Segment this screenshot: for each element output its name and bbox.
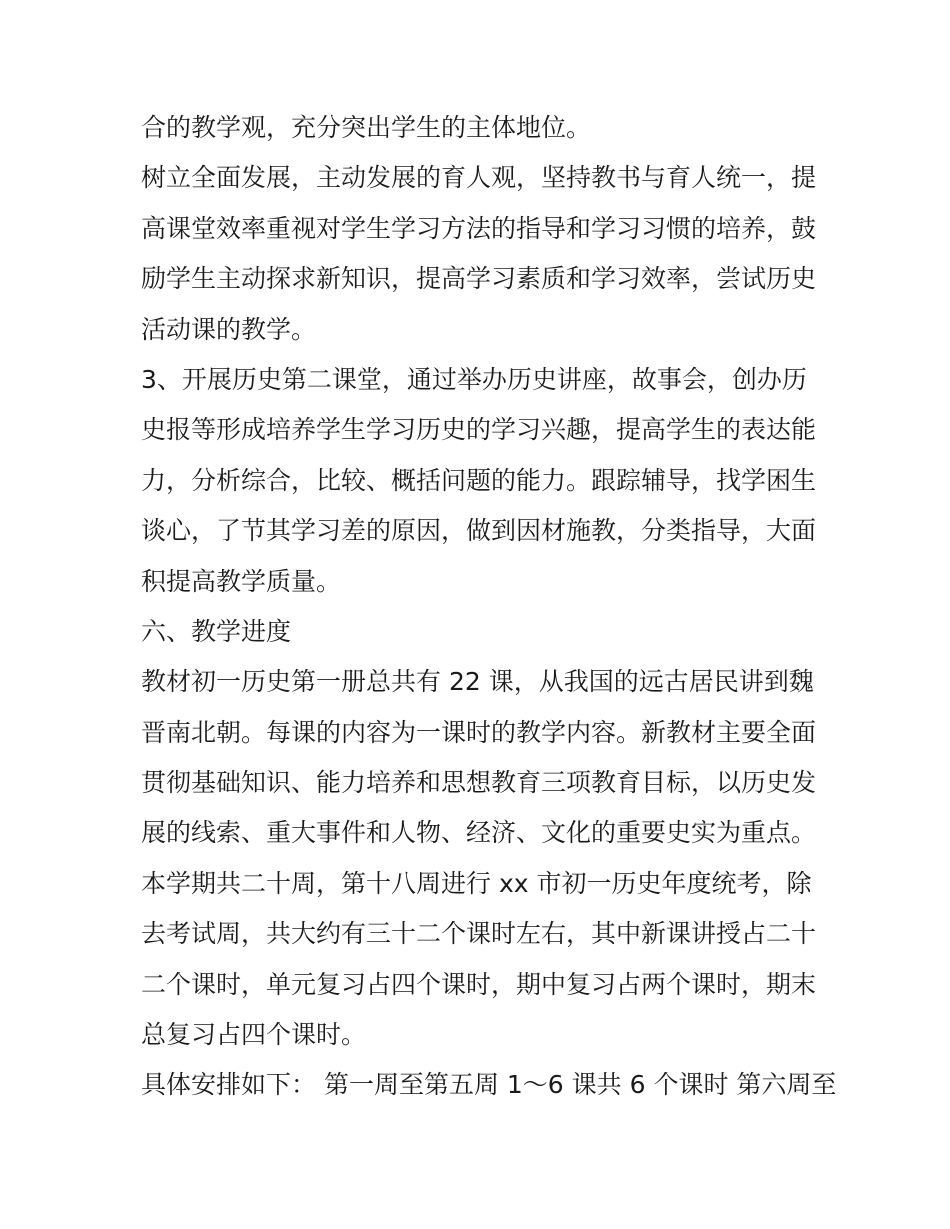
text-line: 晋南北朝。每课的内容为一课时的教学内容。新教材主要全面: [141, 717, 817, 747]
text-line: 总复习占四个课时。: [141, 1020, 367, 1050]
paragraph: [141, 103, 821, 153]
text-line: 具体安排如下： 第一周至第五周 1～6 课共 6 个课时 第六周至: [141, 1070, 837, 1100]
text-line: 力，分析综合，比较、概括问题的能力。跟踪辅导，找学困生: [141, 465, 817, 495]
text-line: 展的线索、重大事件和人物、经济、文化的重要史实为重点。: [141, 818, 817, 848]
text-line: 去考试周，共大约有三十二个课时左右，其中新课讲授占二十: [141, 919, 817, 949]
text-line: 本学期共二十周，第十八周进行 xx 市初一历史年度统考，除: [141, 868, 812, 898]
paragraph: [141, 1060, 837, 1110]
document-body: [141, 103, 837, 1111]
text-line: 谈心，了节其学习差的原因，做到因材施教，分类指导，大面: [141, 516, 817, 546]
heading-text: 六、教学进度: [141, 616, 292, 646]
text-line: 贯彻基础知识、能力培养和思想教育三项教育目标，以历史发: [141, 768, 817, 798]
section-heading: [141, 607, 821, 657]
text-line: 合的教学观，充分突出学生的主体地位。: [141, 113, 592, 142]
text-line: 教材初一历史第一册总共有 22 课，从我国的远古居民讲到魏: [141, 667, 814, 697]
text-line: 史报等形成培养学生学习历史的学习兴趣，提高学生的表达能: [141, 415, 817, 445]
text-line: 树立全面发展，主动发展的育人观，坚持教书与育人统一，提: [141, 163, 817, 193]
text-line: 积提高教学质量。: [141, 566, 342, 596]
text-line: 3、开展历史第二课堂，通过举办历史讲座，故事会，创办历: [141, 364, 807, 394]
text-line: 活动课的教学。: [141, 314, 317, 344]
paragraph: [141, 153, 821, 355]
paragraph: [141, 355, 821, 607]
text-line: 励学生主动探求新知识，提高学习素质和学习效率，尝试历史: [141, 264, 817, 294]
text-line: 二个课时，单元复习占四个课时，期中复习占两个课时，期末: [141, 969, 817, 999]
paragraph: [141, 859, 821, 1061]
text-line: 高课堂效率重视对学生学习方法的指导和学习习惯的培养，鼓: [141, 213, 817, 243]
paragraph: [141, 657, 821, 859]
